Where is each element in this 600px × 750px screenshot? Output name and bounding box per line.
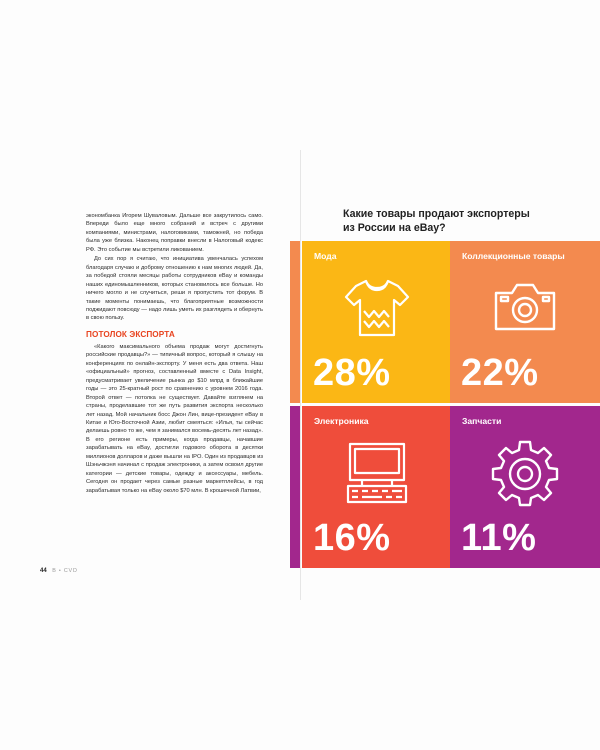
page-number: 44 [40, 568, 47, 574]
tile-percent: 16% [313, 517, 391, 559]
tile-spare-parts [450, 406, 600, 568]
export-categories-infographic [290, 196, 600, 601]
infographic-title: Какие товары продают экспортеры из России на eBay? [343, 208, 530, 234]
camera-icon [490, 273, 560, 343]
tile-electronics [302, 406, 452, 568]
tile-collectibles [450, 241, 600, 403]
computer-icon [342, 438, 412, 508]
tile-label: Запчасти [462, 416, 502, 426]
tile-label: Электроника [314, 416, 369, 426]
section-heading: ПОТОЛОК ЭКСПОРТА [86, 329, 175, 339]
running-title: B • CVD [52, 568, 78, 574]
body-paragraph: До сих пор я считаю, что инициатива увенчалась успехом благодаря случаю и доброму отношению к нам многих людей. Да, за победой стояли месяцы работы сотрудников eBay и команды наших единомышленников, которых становилось все больше. Но ничего могло и не случиться, реши я пропустить тот форум. В такие моменты понимаешь, что благоприятные возможности поджидают повсюду — надо лишь уметь их разглядеть и обернуть в свою пользу. [86, 256, 263, 322]
body-paragraph: «Какого максимального объема продаж могут достигнуть российские продавцы?» — типичный вопрос, который я слышу на конференциях по онлайн-экспорту. У меня есть два ответа. Наш «официальный» прогноз, составленный вместе с Data Insight, предусматривает увеличение рынка до $10 млрд в ближайшие годы — это 25-кратный рост по сравнению с уровнем 2016 года. Второй ответ — потолка не существует. Давайте взглянем на страны, проделавшие тот же путь развития экспорта несколько лет назад. Мой начальник босс Джон Лин, вице-президент eBay в Китае и Юго-Восточной Азии, любит смеяться: «Илья, ты сейчас делаешь ровно то же, чем я занимался восемь-десять лет назад». В его регионе есть примеры, когда продавцы, начавшие зарабатывать на eBay, достигли годового оборота в десятки миллионов долларов и даже вышли на IPO. Один из продавцов из Шэньчжэня начинал с продаж электроники, а затем освоил другие категории — детские товары, одежду и аксессуары, мебель. Сегодня он продает через самые разные маркетплейсы, в год зарабатывая только на eBay около $70 млн. В крошечной Латвии, [86, 343, 263, 494]
tile-label: Мода [314, 251, 337, 261]
tile-percent: 11% [461, 517, 537, 559]
gear-icon [490, 438, 560, 508]
tile-percent: 28% [313, 352, 391, 394]
tile-label: Коллекционные товары [462, 251, 565, 261]
page-footer [40, 566, 120, 576]
body-paragraph: экономбанка Игорем Шуваловым. Дальше все закрутилось само. Впереди было еще много собраний и встреч с другими компаниями, министрами, налоговиками, таможней, но победа была уже близка. Наконец поправки внесли в Налоговый кодекс РФ. Это событие мы встретили ликованием. [86, 213, 263, 253]
tile-percent: 22% [461, 352, 539, 394]
left-page-text [86, 212, 263, 584]
tile-fashion [302, 241, 452, 403]
tshirt-icon [342, 273, 412, 343]
